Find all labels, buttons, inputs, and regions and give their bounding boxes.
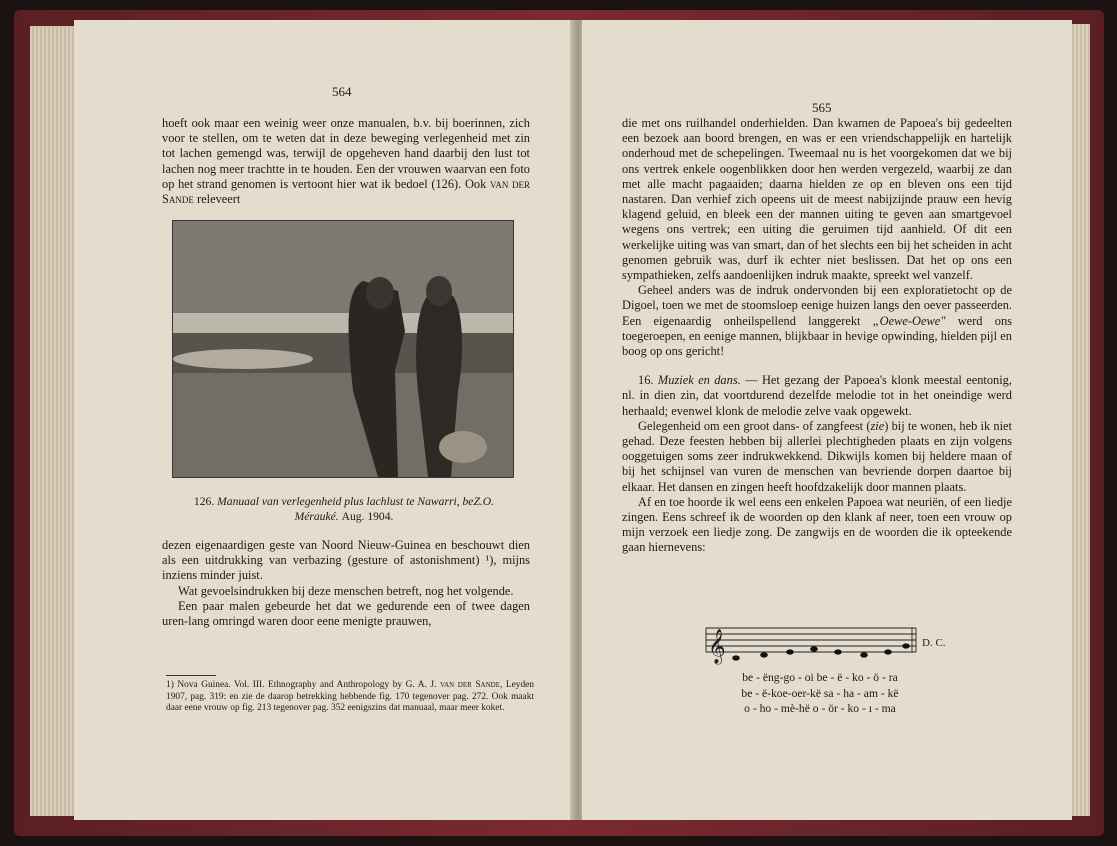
paragraph: die met ons ruilhandel onderhielden. Dan kwamen de Papoea's bij gedeelten een bezoek aan boord brengen, en was er een vriendschappelijk en hartelijk onderhoud met de schepelingen. Tweemaal nu is het voorgekomen dat we bij ons vertrek enkele oogenblikken door hen werden vergezeld, waarbij ze dan met alle macht pagaaiden; daarna hielden ze op en bleven ons een tijd nastaren. Dan verhief zich opeens uit de meest nabijzijnde prauw een hevig klagend geluid, en bleek een der mannen uiting te geven aan smartgevoel wegens ons vertrek; een uiting die geruimen tijd aanhield. Of dit een werkelijke uiting was van smart, dan of het slechts een bij het scheiden in acht genomen gebruik was, durf ik echter niet beslissen. Dat het op ons een sympathieken, zelfs aandoenlijken indruk maakte, spreekt wel vanzelf. <box>622 116 1012 283</box>
paragraph: Wat gevoelsindrukken bij deze menschen betreft, nog het volgende. <box>178 583 514 598</box>
paragraph-block <box>162 538 530 629</box>
paragraph <box>622 373 1012 419</box>
paragraph-text: Geheel anders was de indruk ondervonden bij een exploratietocht op de Digoel, toen we met de stoomsloep eenige huizen langs den oever passeerden. Een eigenaardig onheilspellend langgerekt <box>622 283 1012 328</box>
score-marking: D. C. <box>922 637 946 649</box>
author-name: van der Sande <box>162 176 531 207</box>
music-staff <box>704 622 972 672</box>
call-text: „Oewe-Oewe" <box>872 313 946 328</box>
right-page <box>582 20 1072 820</box>
lyrics-line: be - ë-koe-oer-kë sa - ha - am - kë <box>741 686 899 700</box>
paragraph-text: hoeft ook maar een weinig weer onze manualen, b.v. bij boerinnen, zich voor te stellen, om te weten dat in deze beweging verlegenheid met zin tot lachen gemengd was, terwijl de opgeheven hand daarbij den lust tot lachen nog meer trachtte in te houden. Een der vrouwen waarvan een foto op het strand genomen is vertoont hier wat ik bedoel (126). Ook <box>162 116 530 191</box>
paragraph <box>622 283 1012 359</box>
paragraph-text: — Het gezang der Papoea's klonk meestal eentonig, nl. in dien zin, dat voortdurend dezelfde melodie tot in het oneindige werd herhaald; evenwel klonk de melodie zelve vaak opgewekt. <box>622 373 1012 418</box>
paragraph: dezen eigenaardigen geste van Noord Nieuw-Guinea en beschouwt dien als een uitdrukking van verbazing (gesture of astonishment) ¹), mijns inziens minder juist. <box>162 538 530 583</box>
paragraph-text: releveert <box>197 192 241 207</box>
footnote-marker: 1) <box>166 680 174 690</box>
song-lyrics <box>702 670 938 717</box>
page-number: 564 <box>332 84 352 99</box>
footnote-author: van der Sande <box>439 680 500 690</box>
photograph-image <box>173 221 513 477</box>
page-number: 565 <box>812 100 832 115</box>
paragraph-block <box>622 116 1012 556</box>
photograph <box>172 220 514 478</box>
caption-date: Aug. 1904. <box>341 510 394 523</box>
section-number: 16. <box>638 373 654 388</box>
footnote-rule <box>166 675 216 676</box>
footnote-text: , Leyden 1907, pag. 319: en zie de daarop betrekking hebbende fig. 170 tegenover pag. 272. Ook maakt daar eene vrouw op fig. 213 tegenover pag. 352 eenigszins dat manuaal, maar meer koket. <box>166 680 534 713</box>
sic-word: zie <box>870 418 885 433</box>
paragraph-text: Gelegenheid om een groot dans- of zangfeest ( <box>638 418 871 433</box>
treble-clef-icon: 𝄞 <box>708 629 726 664</box>
footnote <box>166 680 534 715</box>
lyrics-line: o - ho - mè-hë o - ör - ko - ı - ma <box>744 702 896 715</box>
footnote-text: Nova Guinea. Vol. III. Ethnography and Anthropology by G. A. J. <box>177 680 437 690</box>
page-edges-left <box>30 26 76 816</box>
section-title: Muziek en dans. <box>657 373 741 388</box>
paragraph <box>162 116 530 207</box>
paragraph: Een paar malen gebeurde het dat we gedurende een of twee dagen uren-lang omringd waren door eene menigte prauwen, <box>162 598 530 629</box>
caption-number: 126. <box>193 495 215 508</box>
caption-text: Manuaal van verlegenheid plus lachlust te Nawarri, beZ.O. Mérauké. <box>217 495 495 523</box>
figure-caption <box>184 494 504 524</box>
paragraph <box>622 419 1012 495</box>
left-page <box>74 20 574 820</box>
lyrics-line: be - ëng-go - oi be - ë - ko - ö - ra <box>742 671 898 684</box>
paragraph: Af en toe hoorde ik wel eens een enkelen Papoea wat neuriën, of een liedje zingen. Eens schreef ik de woorden op den klank af neer, toen een vrouw op mijn verzoek een liedje zong. De zangwijs en de woorden die ik opteekende gaan hiernevens: <box>622 494 1012 555</box>
paragraph-text: ) bij te wonen, heb ik niet gehad. Deze feesten hebben bij allerlei plechtigheden plaats en zijn volgens ooggetuigen soms zeer indrukwekkend. Dikwijls komen bij heldere maan of bij het schijnsel van vuren de menschen van bevriende dorpen daartoe bij elkaar. Het dansen en zingen heeft hoofdzakelijk door mannen plaats. <box>622 418 1012 494</box>
paragraph-text: werd ons toegeroepen, en eenige mannen, blijkbaar in hevige opwinding, hielden pijl en boog op ons gericht! <box>622 313 1012 359</box>
